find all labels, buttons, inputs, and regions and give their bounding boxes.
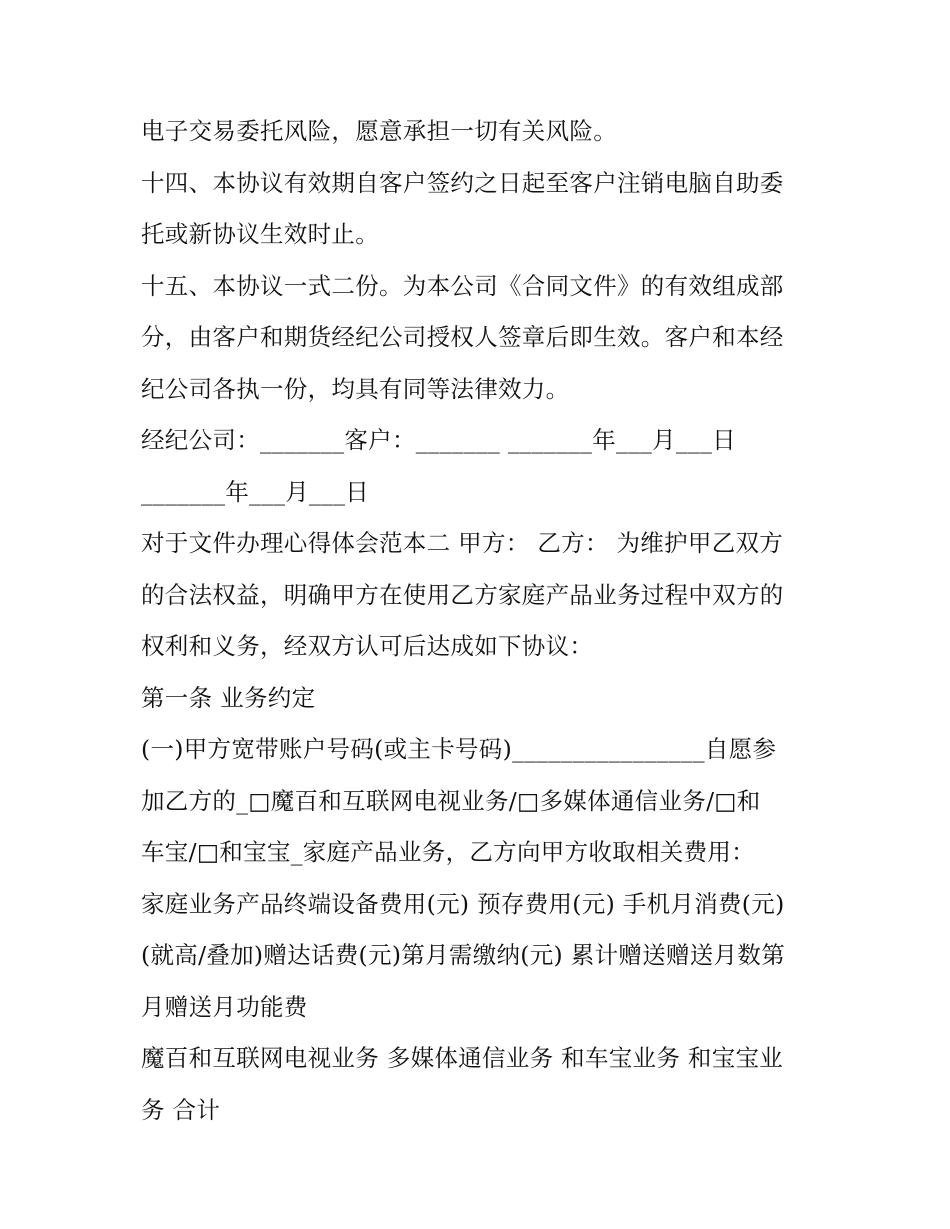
text-line: 对于文件办理心得体会范本二 甲方： 乙方： 为维护甲乙双方 [141,529,784,557]
text-line: 十五、本协议一式二份。为本公司《合同文件》的有效组成部 [141,271,784,300]
signature-line: 经纪公司：_______客户：_______ _______年___月___日 [141,426,736,454]
section-heading: 第一条 业务约定 [141,683,316,712]
text-line: (就高/叠加)赠达话费(元)第月需缴纳(元) 累计赠送赠送月数第 [141,941,785,969]
text-line: 电子交易委托风险，愿意承担一切有关风险。 [141,117,617,145]
text-line: 权利和义务，经双方认可后达成如下协议： [141,632,594,660]
text-line: 加乙方的_□魔百和互联网电视业务/□多媒体通信业务/□和 [141,786,761,815]
text-line: 的合法权益，明确甲方在使用乙方家庭产品业务过程中双方的 [141,580,784,609]
text-line: 家庭业务产品终端设备费用(元) 预存费用(元) 手机月消费(元) [141,889,785,918]
text-line: 魔百和互联网电视业务 多媒体通信业务 和车宝业务 和宝宝业 [141,1044,784,1072]
text-line: 月赠送月功能费 [141,992,308,1021]
text-line: 车宝/□和宝宝_家庭产品业务，乙方向甲方收取相关费用： [141,838,755,866]
text-line: 分，由客户和期货经纪公司授权人签章后即生效。客户和本经 [141,323,784,351]
text-line: 托或新协议生效时止。 [141,220,379,248]
text-line: 十四、本协议有效期自客户签约之日起至客户注销电脑自助委 [141,168,784,197]
date-line: _______年___月___日 [141,477,370,506]
text-line: 务 合计 [141,1095,221,1124]
text-line: (一)甲方宽带账户号码(或主卡号码)________________自愿参 [141,735,777,763]
text-line: 纪公司各执一份，均具有同等法律效力。 [141,374,570,403]
document-body [141,106,821,1136]
